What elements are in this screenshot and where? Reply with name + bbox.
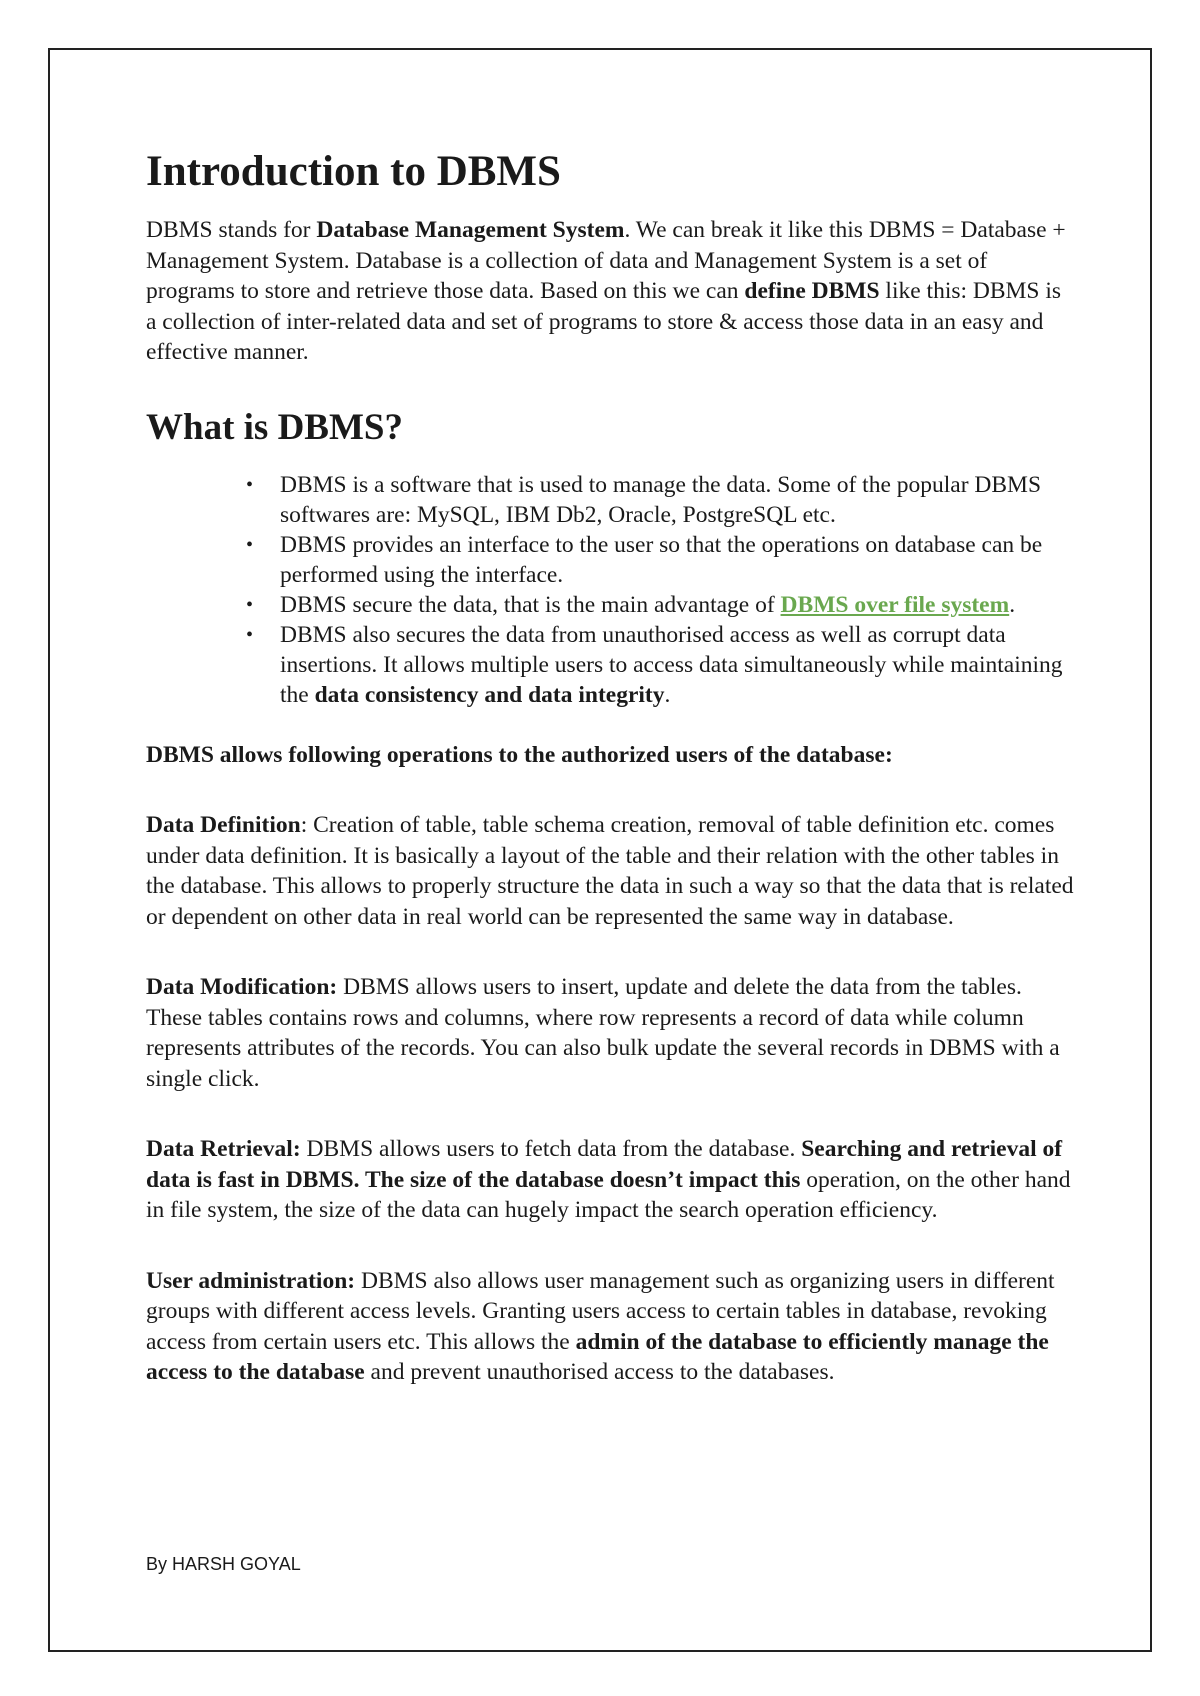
dbms-over-file-system-link[interactable]: DBMS over file system	[780, 592, 1010, 619]
dbms-bullet-list	[146, 470, 1076, 710]
intro-text-2: . We can break it like this DBMS = Database + Management System. Database is a collection of data and Management System is a set of programs to store and retrieve those data. Based on this we can	[146, 217, 1066, 305]
user-administration-bold: admin of the database to efficiently manage the access to the database	[146, 1328, 1049, 1386]
data-retrieval-bold-1: Searching and retrieval of data is fast in DBMS	[146, 1136, 1063, 1193]
data-definition-label: Data Definition	[146, 812, 301, 839]
document-body	[146, 148, 1076, 1388]
operations-heading: DBMS allows following operations to the authorized users of the database:	[146, 742, 893, 769]
data-retrieval-bold-2: . The size of the database doesn’t impact this	[353, 1166, 801, 1193]
bullet-4-end: .	[664, 682, 671, 709]
user-administration-text-1: DBMS also allows user management such as organizing users in different groups with different access levels. Granting users access to certain tables in database, revoking access from certain users etc. This allows the	[146, 1267, 1055, 1355]
data-modification-paragraph	[146, 972, 1076, 1094]
bullet-4-bold: data consistency and data integrity	[314, 682, 665, 709]
data-definition-text: : Creation of table, table schema creation, removal of table definition etc. comes under data definition. It is basically a layout of the table and their relation with the other tables in the database. This allows to properly structure the data in such a way so that the data that is related or dependent on other data in real world can be represented the same way in database.	[146, 812, 1074, 930]
bullet-item-2: • DBMS provides an interface to the user so that the operations on database can be performed using the interface.	[280, 530, 1076, 590]
intro-text-1: DBMS stands for	[146, 217, 317, 244]
user-administration-text-2: and prevent unauthorised access to the databases.	[364, 1359, 835, 1386]
data-retrieval-text-1: DBMS allows users to fetch data from the database.	[300, 1136, 802, 1163]
user-administration-paragraph	[146, 1266, 1076, 1388]
data-modification-label: Data Modification:	[146, 974, 338, 1001]
bullet-4-text: DBMS also secures the data from unauthorised access as well as corrupt data insertions. It allows multiple users to access data simultaneously while maintaining the	[280, 622, 1063, 709]
intro-text-3: like this: DBMS is a collection of inter-related data and set of programs to store & access those data in an easy and effective manner.	[146, 278, 1062, 366]
author-footer: By HARSH GOYAL	[146, 1554, 301, 1574]
intro-bold-1: Database Management System	[316, 217, 625, 244]
data-retrieval-text-2: operation, on the other hand in file system, the size of the data can hugely impact the search operation efficiency.	[146, 1166, 1071, 1224]
user-administration-label: User administration:	[146, 1267, 356, 1294]
bullet-item-3	[280, 590, 1076, 620]
data-retrieval-label: Data Retrieval:	[146, 1136, 301, 1163]
intro-bold-2: define DBMS	[744, 278, 880, 305]
page-title: Introduction to DBMS	[146, 148, 561, 195]
data-retrieval-paragraph	[146, 1134, 1076, 1226]
intro-paragraph	[146, 215, 1076, 368]
what-is-dbms-heading: What is DBMS?	[146, 406, 403, 448]
bullet-3-end: .	[1009, 592, 1016, 619]
data-definition-paragraph	[146, 810, 1076, 932]
data-modification-text: DBMS allows users to insert, update and delete the data from the tables. These tables contains rows and columns, where row represents a record of data while column represents attributes of the records. You can also bulk update the several records in DBMS with a single click.	[146, 974, 1060, 1092]
bullet-item-4	[280, 620, 1076, 710]
bullet-3-text: DBMS secure the data, that is the main advantage of	[280, 592, 781, 619]
bullet-item-1: • DBMS is a software that is used to manage the data. Some of the popular DBMS softwares are: MySQL, IBM Db2, Oracle, PostgreSQL etc.	[280, 470, 1076, 530]
